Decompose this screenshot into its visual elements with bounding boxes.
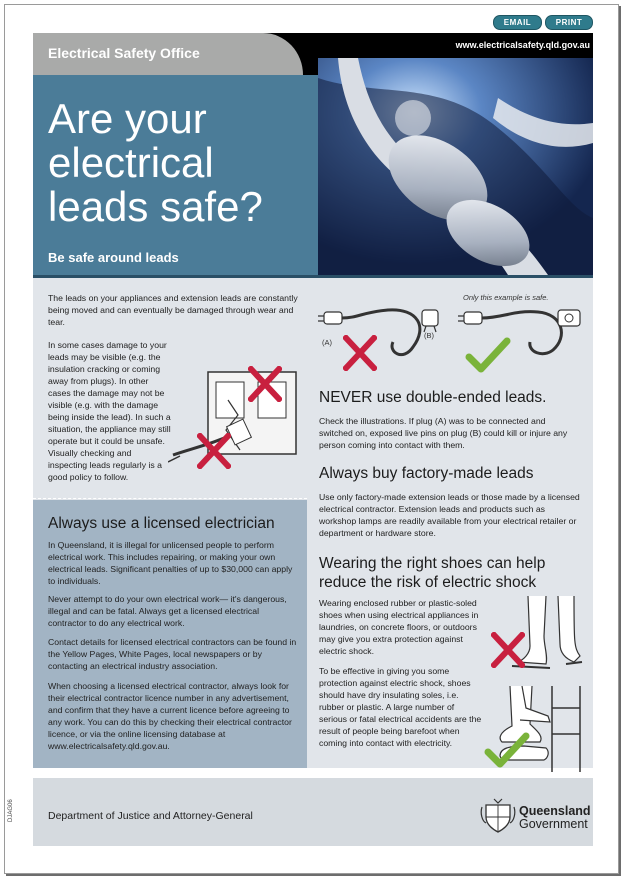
licensed-paragraph: Contact details for licensed electrical contractors can be found in the Yellow Pages, White Pages, local newspapers or by contacting an electrical industry association.: [48, 637, 297, 671]
tick-icon: [484, 732, 530, 768]
section-paragraph: Check the illustrations. If plug (A) was to be connected and switched on, exposed live pins on plug (B) could kill or injure any person coming into contact with them.: [319, 416, 568, 450]
hero-photo: [318, 58, 593, 275]
cross-icon: [197, 433, 231, 469]
section-heading: Wearing the right shoes can help reduce the risk of electric shock: [319, 555, 546, 591]
plug-label-a: (A): [322, 338, 332, 347]
print-button[interactable]: PRINT: [545, 15, 593, 30]
plug-label-b: (B): [424, 331, 434, 340]
cross-icon: [491, 632, 525, 668]
licensed-paragraph: When choosing a licensed electrical contractor, always look for their electrical contractor licence number in any advertisement, and confirm that they have a current licence before agreeing to any work. You can do this by checking their electrical contractor licence, or via the online licensing database at www.electricalsafety.qld.gov.au.: [48, 681, 292, 751]
licensed-paragraph: Never attempt to do your own electrical work— it's dangerous, illegal and can be fatal. Always get a licensed electrical contractor to do any electrical work.: [48, 594, 287, 628]
section-heading: Always buy factory-made leads: [319, 465, 534, 482]
document-code: DJAG06: [8, 799, 14, 822]
logo-line-2: Government: [519, 817, 588, 831]
section-paragraph: Wearing enclosed rubber or plastic-soled shoes when using electrical appliances in laundries, on concrete floors, or outdoors may give you extra protection against electric shock.: [319, 598, 479, 656]
safe-example-note: Only this example is safe.: [463, 293, 549, 302]
damaged-socket-illustration: [168, 360, 304, 480]
logo-line-1: Queensland: [519, 804, 591, 818]
section-paragraph: To be effective in giving you some protection against electric shock, shoes should have dry insulating soles, i.e. rubber or plastic. A large number of serious or fatal electrical accidents are the result of people being barefoot when coming into contact with electricity.: [319, 666, 482, 748]
page-title: Are your electrical leads safe?: [48, 95, 263, 230]
email-button[interactable]: EMAIL: [493, 15, 542, 30]
panel-divider: [33, 498, 307, 499]
intro-paragraph: In some cases damage to your leads may be visible (e.g. the insulation cracking or coming away from plugs). In other cases the damage may not be visible (e.g. with the damage being inside the lead). In such a situation, the appliance may still operate but it could be unsafe. Visually checking and inspecting leads regularly is a good policy to follow.: [48, 340, 171, 482]
section-paragraph: Use only factory-made extension leads or those made by a licensed electrical contractor. Extension leads and products such as workshop lamps are readily available from your electrical retailer or department or hardware store.: [319, 492, 580, 538]
website-url: www.electricalsafety.qld.gov.au: [455, 40, 590, 50]
cross-icon: [248, 366, 282, 402]
page-subtitle: Be safe around leads: [48, 250, 179, 265]
office-title: Electrical Safety Office: [48, 45, 200, 61]
intro-paragraph: The leads on your appliances and extension leads are constantly being moved and can eventually be damaged through wear and tear.: [48, 293, 298, 327]
section-heading: Always use a licensed electrician: [48, 515, 275, 532]
queensland-government-logo: [519, 805, 591, 831]
licensed-paragraph: In Queensland, it is illegal for unlicensed people to perform electrical work. This includes repairing, or making your own electrical leads. Significant penalties of up to $30,000 can apply to individuals.: [48, 540, 293, 586]
tick-icon: [465, 337, 511, 373]
department-name: Department of Justice and Attorney-General: [48, 810, 253, 822]
section-heading: NEVER use double-ended leads.: [319, 389, 547, 406]
queensland-crest-icon: [480, 797, 516, 833]
cross-icon: [343, 335, 377, 371]
